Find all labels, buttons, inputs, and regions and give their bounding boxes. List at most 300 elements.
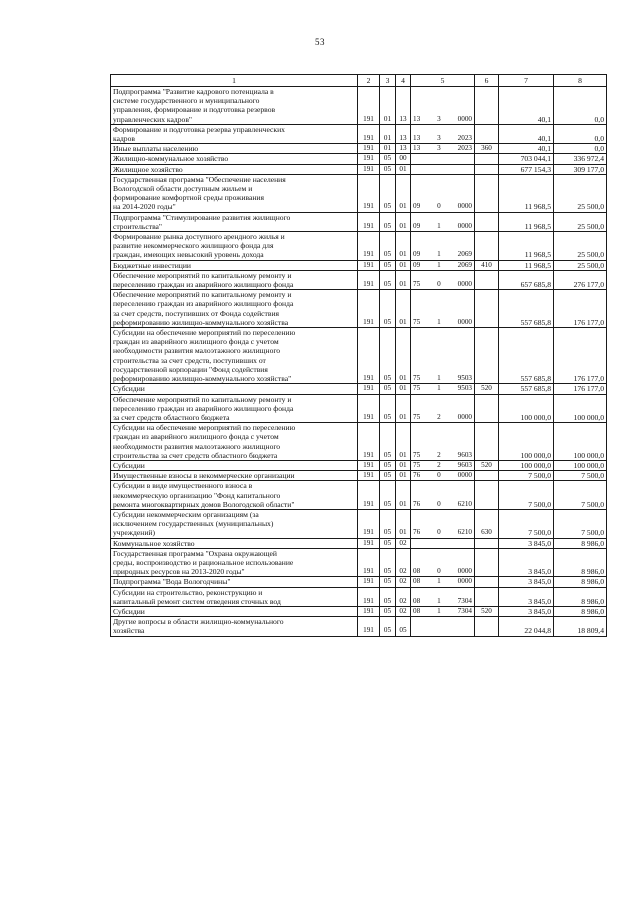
expense-type-cell: 630 bbox=[475, 509, 499, 538]
amount-2016-cell: 100 000,0 bbox=[554, 460, 607, 470]
table-row bbox=[111, 471, 607, 481]
amount-2016-cell: 176 177,0 bbox=[554, 290, 607, 328]
expense-type-cell bbox=[475, 290, 499, 328]
row-name-cell: Обеспечение мероприятий по капитальному ремонту и переселению граждан из аварийного жилищного фонда за счет средств областного бюджета bbox=[111, 394, 358, 423]
admin-code-cell: 191 bbox=[358, 328, 380, 384]
amount-2015-cell: 557 685,8 bbox=[499, 328, 554, 384]
subsection-code-cell: 01 bbox=[396, 460, 411, 470]
target-article-part: 0000 bbox=[457, 471, 472, 480]
subsection-code-cell: 01 bbox=[396, 232, 411, 261]
target-article-part: 13 bbox=[413, 114, 421, 123]
section-code-cell: 05 bbox=[380, 577, 396, 587]
row-name-cell: Субсидии bbox=[111, 460, 358, 470]
target-article-part: 3 bbox=[437, 134, 441, 143]
target-article-parts bbox=[411, 461, 474, 470]
subsection-code-cell: 01 bbox=[396, 174, 411, 212]
subsection-code-cell: 01 bbox=[396, 384, 411, 394]
target-article-part: 0000 bbox=[457, 114, 472, 123]
expense-type-cell bbox=[475, 154, 499, 164]
section-code-cell: 05 bbox=[380, 471, 396, 481]
target-article-parts bbox=[411, 202, 474, 211]
target-article-parts bbox=[411, 144, 474, 153]
amount-2015-cell: 100 000,0 bbox=[499, 460, 554, 470]
target-article-part: 0 bbox=[437, 499, 441, 508]
amount-2015-cell: 557 685,8 bbox=[499, 384, 554, 394]
target-article-part: 7304 bbox=[457, 606, 472, 615]
target-article-part: 2 bbox=[437, 460, 441, 469]
target-article-part: 0 bbox=[437, 528, 441, 537]
amount-2016-cell: 8 986,0 bbox=[554, 606, 607, 616]
target-article-cell bbox=[411, 509, 475, 538]
subsection-code-cell: 01 bbox=[396, 423, 411, 461]
amount-2016-cell: 176 177,0 bbox=[554, 384, 607, 394]
target-article-cell bbox=[411, 587, 475, 606]
header-cell: 8 bbox=[554, 75, 607, 87]
amount-2015-cell: 3 845,0 bbox=[499, 538, 554, 548]
row-name-cell: Формирование и подготовка резерва управленческих кадров bbox=[111, 124, 358, 143]
section-code-cell: 05 bbox=[380, 423, 396, 461]
target-article-part: 9503 bbox=[457, 384, 472, 393]
table-row bbox=[111, 154, 607, 164]
row-name-cell: Субсидии некоммерческим организациям (за исключением государственных (муниципальных) учреждений) bbox=[111, 509, 358, 538]
amount-2016-cell: 336 972,4 bbox=[554, 154, 607, 164]
target-article-parts bbox=[411, 567, 474, 576]
admin-code-cell: 191 bbox=[358, 174, 380, 212]
target-article-part: 0000 bbox=[457, 221, 472, 230]
subsection-code-cell: 00 bbox=[396, 154, 411, 164]
section-code-cell: 05 bbox=[380, 328, 396, 384]
table-row bbox=[111, 509, 607, 538]
target-article-part: 08 bbox=[413, 577, 421, 586]
table-row bbox=[111, 606, 607, 616]
target-article-part: 9503 bbox=[457, 374, 472, 383]
target-article-part: 09 bbox=[413, 250, 421, 259]
target-article-part: 13 bbox=[413, 144, 421, 153]
target-article-part: 1 bbox=[437, 606, 441, 615]
row-name-cell: Субсидии на строительство, реконструкцию и капитальный ремонт систем отведения сточных вод bbox=[111, 587, 358, 606]
target-article-part: 6210 bbox=[457, 499, 472, 508]
admin-code-cell: 191 bbox=[358, 144, 380, 154]
subsection-code-cell: 02 bbox=[396, 587, 411, 606]
amount-2015-cell: 100 000,0 bbox=[499, 423, 554, 461]
section-code-cell: 05 bbox=[380, 164, 396, 174]
target-article-parts bbox=[411, 528, 474, 537]
target-article-parts bbox=[411, 384, 474, 393]
expense-type-cell bbox=[475, 232, 499, 261]
target-article-parts bbox=[411, 318, 474, 327]
expense-type-cell bbox=[475, 212, 499, 231]
table-row bbox=[111, 270, 607, 289]
admin-code-cell: 191 bbox=[358, 606, 380, 616]
target-article-cell bbox=[411, 260, 475, 270]
row-name-cell: Субсидии на обеспечение мероприятий по переселению граждан из аварийного жилищного фонда с учетом необходимости развития малоэтажного жилищного строительства за счет средств областного бюджета bbox=[111, 423, 358, 461]
table-body bbox=[111, 75, 607, 637]
amount-2015-cell: 11 968,5 bbox=[499, 260, 554, 270]
target-article-parts bbox=[411, 374, 474, 383]
amount-2016-cell: 309 177,0 bbox=[554, 164, 607, 174]
expense-type-cell bbox=[475, 328, 499, 384]
expense-type-cell: 520 bbox=[475, 606, 499, 616]
target-article-cell bbox=[411, 270, 475, 289]
target-article-parts bbox=[411, 280, 474, 289]
target-article-cell bbox=[411, 87, 475, 125]
target-article-part: 0000 bbox=[457, 567, 472, 576]
expense-type-cell bbox=[475, 164, 499, 174]
header-cell: 2 bbox=[358, 75, 380, 87]
table-row bbox=[111, 144, 607, 154]
table-row bbox=[111, 394, 607, 423]
budget-table bbox=[110, 74, 607, 637]
subsection-code-cell: 13 bbox=[396, 144, 411, 154]
row-name-cell: Подпрограмма "Стимулирование развития жилищного строительства" bbox=[111, 212, 358, 231]
admin-code-cell: 191 bbox=[358, 617, 380, 636]
expense-type-cell bbox=[475, 423, 499, 461]
admin-code-cell: 191 bbox=[358, 423, 380, 461]
target-article-cell bbox=[411, 328, 475, 384]
section-code-cell: 05 bbox=[380, 290, 396, 328]
expense-type-cell bbox=[475, 270, 499, 289]
subsection-code-cell: 01 bbox=[396, 328, 411, 384]
section-code-cell: 05 bbox=[380, 384, 396, 394]
target-article-parts bbox=[411, 451, 474, 460]
row-name-cell: Жилищное хозяйство bbox=[111, 164, 358, 174]
table-row bbox=[111, 481, 607, 510]
subsection-code-cell: 01 bbox=[396, 509, 411, 538]
target-article-cell bbox=[411, 471, 475, 481]
table-row bbox=[111, 587, 607, 606]
amount-2016-cell: 100 000,0 bbox=[554, 394, 607, 423]
amount-2015-cell: 557 685,8 bbox=[499, 290, 554, 328]
amount-2016-cell: 8 986,0 bbox=[554, 548, 607, 577]
table-row bbox=[111, 577, 607, 587]
section-code-cell: 05 bbox=[380, 587, 396, 606]
target-article-parts bbox=[411, 222, 474, 231]
admin-code-cell: 191 bbox=[358, 481, 380, 510]
target-article-part: 09 bbox=[413, 260, 421, 269]
target-article-cell bbox=[411, 212, 475, 231]
section-code-cell: 05 bbox=[380, 538, 396, 548]
section-code-cell: 05 bbox=[380, 509, 396, 538]
target-article-part: 0000 bbox=[457, 280, 472, 289]
target-article-part: 9603 bbox=[457, 450, 472, 459]
row-name-cell: Иные выплаты населению bbox=[111, 144, 358, 154]
table-row bbox=[111, 87, 607, 125]
expense-type-cell bbox=[475, 394, 499, 423]
admin-code-cell: 191 bbox=[358, 460, 380, 470]
amount-2015-cell: 100 000,0 bbox=[499, 394, 554, 423]
table-row bbox=[111, 423, 607, 461]
admin-code-cell: 191 bbox=[358, 577, 380, 587]
row-name-cell: Обеспечение мероприятий по капитальному ремонту и переселению граждан из аварийного жилищного фонда bbox=[111, 270, 358, 289]
target-article-cell bbox=[411, 154, 475, 164]
admin-code-cell: 191 bbox=[358, 384, 380, 394]
target-article-parts bbox=[411, 577, 474, 586]
target-article-part: 0 bbox=[437, 567, 441, 576]
target-article-part: 7304 bbox=[457, 596, 472, 605]
target-article-cell bbox=[411, 384, 475, 394]
header-cell: 1 bbox=[111, 75, 358, 87]
target-article-part: 1 bbox=[437, 250, 441, 259]
target-article-part: 0000 bbox=[457, 577, 472, 586]
target-article-cell bbox=[411, 174, 475, 212]
admin-code-cell: 191 bbox=[358, 548, 380, 577]
admin-code-cell: 191 bbox=[358, 260, 380, 270]
subsection-code-cell: 02 bbox=[396, 577, 411, 587]
row-name-cell: Субсидии в виде имущественного взноса в некоммерческую организацию "Фонд капитального ремонта многоквартирных домов Вологодской области" bbox=[111, 481, 358, 510]
table-row bbox=[111, 232, 607, 261]
subsection-code-cell: 01 bbox=[396, 481, 411, 510]
target-article-part: 3 bbox=[437, 114, 441, 123]
row-name-cell: Другие вопросы в области жилищно-коммунального хозяйства bbox=[111, 617, 358, 636]
admin-code-cell: 191 bbox=[358, 154, 380, 164]
section-code-cell: 01 bbox=[380, 144, 396, 154]
target-article-part: 0000 bbox=[457, 317, 472, 326]
admin-code-cell: 191 bbox=[358, 87, 380, 125]
row-name-cell: Субсидии на обеспечение мероприятий по переселению граждан из аварийного жилищного фонда с учетом необходимости развития малоэтажного жилищного строительства за счет средств, поступивших от государственной корпорации "Фонд содействия реформированию жилищно-коммунального хозяйства" bbox=[111, 328, 358, 384]
amount-2015-cell: 11 968,5 bbox=[499, 232, 554, 261]
target-article-part: 2 bbox=[437, 450, 441, 459]
target-article-part: 2069 bbox=[457, 260, 472, 269]
amount-2016-cell: 18 809,4 bbox=[554, 617, 607, 636]
expense-type-cell bbox=[475, 577, 499, 587]
table-row bbox=[111, 164, 607, 174]
admin-code-cell: 191 bbox=[358, 509, 380, 538]
target-article-part: 75 bbox=[413, 280, 421, 289]
expense-type-cell bbox=[475, 471, 499, 481]
subsection-code-cell: 01 bbox=[396, 260, 411, 270]
section-code-cell: 05 bbox=[380, 270, 396, 289]
target-article-cell bbox=[411, 164, 475, 174]
amount-2016-cell: 25 500,0 bbox=[554, 212, 607, 231]
amount-2015-cell: 7 500,0 bbox=[499, 481, 554, 510]
target-article-cell bbox=[411, 144, 475, 154]
target-article-part: 75 bbox=[413, 317, 421, 326]
amount-2015-cell: 7 500,0 bbox=[499, 471, 554, 481]
target-article-cell bbox=[411, 548, 475, 577]
target-article-cell bbox=[411, 394, 475, 423]
table-row bbox=[111, 124, 607, 143]
target-article-cell bbox=[411, 290, 475, 328]
section-code-cell: 05 bbox=[380, 460, 396, 470]
section-code-cell: 05 bbox=[380, 232, 396, 261]
expense-type-cell: 520 bbox=[475, 460, 499, 470]
row-name-cell: Субсидии bbox=[111, 384, 358, 394]
section-code-cell: 05 bbox=[380, 548, 396, 577]
target-article-parts bbox=[411, 250, 474, 259]
section-code-cell: 05 bbox=[380, 154, 396, 164]
subsection-code-cell: 02 bbox=[396, 538, 411, 548]
target-article-part: 75 bbox=[413, 460, 421, 469]
amount-2015-cell: 40,1 bbox=[499, 87, 554, 125]
amount-2016-cell: 276 177,0 bbox=[554, 270, 607, 289]
expense-type-cell: 520 bbox=[475, 384, 499, 394]
amount-2015-cell: 11 968,5 bbox=[499, 174, 554, 212]
target-article-part: 0 bbox=[437, 471, 441, 480]
expense-type-cell: 410 bbox=[475, 260, 499, 270]
header-cell: 4 bbox=[396, 75, 411, 87]
target-article-part: 75 bbox=[413, 412, 421, 421]
row-name-cell: Коммунальное хозяйство bbox=[111, 538, 358, 548]
subsection-code-cell: 02 bbox=[396, 606, 411, 616]
table-row bbox=[111, 260, 607, 270]
row-name-cell: Имущественные взносы в некоммерческие организации bbox=[111, 471, 358, 481]
target-article-part: 75 bbox=[413, 450, 421, 459]
admin-code-cell: 191 bbox=[358, 587, 380, 606]
amount-2016-cell: 8 986,0 bbox=[554, 538, 607, 548]
expense-type-cell bbox=[475, 124, 499, 143]
target-article-cell bbox=[411, 606, 475, 616]
target-article-part: 1 bbox=[437, 596, 441, 605]
section-code-cell: 01 bbox=[380, 124, 396, 143]
section-code-cell: 05 bbox=[380, 212, 396, 231]
row-name-cell: Государственная программа "Охрана окружающей среды, воспроизводство и рациональное использование природных ресурсов на 2013-2020 годы" bbox=[111, 548, 358, 577]
admin-code-cell: 191 bbox=[358, 270, 380, 289]
target-article-cell bbox=[411, 124, 475, 143]
subsection-code-cell: 01 bbox=[396, 471, 411, 481]
target-article-part: 3 bbox=[437, 144, 441, 153]
amount-2016-cell: 25 500,0 bbox=[554, 232, 607, 261]
target-article-cell bbox=[411, 232, 475, 261]
section-code-cell: 05 bbox=[380, 617, 396, 636]
target-article-part: 76 bbox=[413, 499, 421, 508]
amount-2016-cell: 8 986,0 bbox=[554, 577, 607, 587]
row-name-cell: Бюджетные инвестиции bbox=[111, 260, 358, 270]
row-name-cell: Формирование рынка доступного арендного жилья и развитие некоммерческого жилищного фонда для граждан, имеющих невысокий уровень дохода bbox=[111, 232, 358, 261]
amount-2015-cell: 3 845,0 bbox=[499, 606, 554, 616]
row-name-cell: Подпрограмма "Развитие кадрового потенциала в системе государственного и муниципального управления, формирование и подготовка резервов управленческих кадров" bbox=[111, 87, 358, 125]
amount-2016-cell: 100 000,0 bbox=[554, 423, 607, 461]
header-row bbox=[111, 75, 607, 87]
target-article-cell bbox=[411, 538, 475, 548]
target-article-parts bbox=[411, 134, 474, 143]
amount-2016-cell: 7 500,0 bbox=[554, 481, 607, 510]
admin-code-cell: 191 bbox=[358, 164, 380, 174]
target-article-cell bbox=[411, 423, 475, 461]
amount-2015-cell: 3 845,0 bbox=[499, 587, 554, 606]
table-row bbox=[111, 538, 607, 548]
target-article-part: 75 bbox=[413, 384, 421, 393]
amount-2015-cell: 677 154,3 bbox=[499, 164, 554, 174]
subsection-code-cell: 01 bbox=[396, 290, 411, 328]
target-article-part: 13 bbox=[413, 134, 421, 143]
table-row bbox=[111, 548, 607, 577]
header-cell: 3 bbox=[380, 75, 396, 87]
target-article-parts bbox=[411, 607, 474, 616]
amount-2016-cell: 0,0 bbox=[554, 144, 607, 154]
admin-code-cell: 191 bbox=[358, 232, 380, 261]
target-article-part: 2023 bbox=[457, 134, 472, 143]
page-number: 53 bbox=[315, 37, 325, 47]
target-article-cell bbox=[411, 577, 475, 587]
amount-2016-cell: 25 500,0 bbox=[554, 174, 607, 212]
header-cell: 6 bbox=[475, 75, 499, 87]
subsection-code-cell: 01 bbox=[396, 270, 411, 289]
amount-2016-cell: 0,0 bbox=[554, 124, 607, 143]
expense-type-cell bbox=[475, 548, 499, 577]
amount-2016-cell: 0,0 bbox=[554, 87, 607, 125]
target-article-part: 2069 bbox=[457, 250, 472, 259]
target-article-part: 1 bbox=[437, 221, 441, 230]
table-row bbox=[111, 174, 607, 212]
row-name-cell: Государственная программа "Обеспечение населения Вологодской области доступным жильем и формирование комфортной среды проживания на 2014-2020 годы" bbox=[111, 174, 358, 212]
amount-2015-cell: 657 685,8 bbox=[499, 270, 554, 289]
row-name-cell: Субсидии bbox=[111, 606, 358, 616]
row-name-cell: Обеспечение мероприятий по капитальному ремонту и переселению граждан из аварийного жилищного фонда за счет средств, поступивших от Фонда содействия реформированию жилищно-коммунального хозяйства bbox=[111, 290, 358, 328]
admin-code-cell: 191 bbox=[358, 290, 380, 328]
amount-2016-cell: 7 500,0 bbox=[554, 471, 607, 481]
subsection-code-cell: 01 bbox=[396, 164, 411, 174]
target-article-part: 08 bbox=[413, 606, 421, 615]
amount-2016-cell: 176 177,0 bbox=[554, 328, 607, 384]
amount-2015-cell: 40,1 bbox=[499, 144, 554, 154]
admin-code-cell: 191 bbox=[358, 471, 380, 481]
target-article-part: 9603 bbox=[457, 460, 472, 469]
expense-type-cell bbox=[475, 587, 499, 606]
target-article-part: 08 bbox=[413, 596, 421, 605]
target-article-parts bbox=[411, 471, 474, 480]
target-article-part: 1 bbox=[437, 260, 441, 269]
subsection-code-cell: 05 bbox=[396, 617, 411, 636]
admin-code-cell: 191 bbox=[358, 124, 380, 143]
section-code-cell: 05 bbox=[380, 394, 396, 423]
amount-2016-cell: 8 986,0 bbox=[554, 587, 607, 606]
subsection-code-cell: 13 bbox=[396, 87, 411, 125]
amount-2015-cell: 22 044,8 bbox=[499, 617, 554, 636]
table-row bbox=[111, 460, 607, 470]
amount-2015-cell: 40,1 bbox=[499, 124, 554, 143]
target-article-part: 1 bbox=[437, 374, 441, 383]
target-article-part: 0 bbox=[437, 280, 441, 289]
target-article-parts bbox=[411, 597, 474, 606]
amount-2015-cell: 11 968,5 bbox=[499, 212, 554, 231]
target-article-part: 09 bbox=[413, 202, 421, 211]
target-article-part: 1 bbox=[437, 384, 441, 393]
target-article-part: 76 bbox=[413, 471, 421, 480]
target-article-part: 2 bbox=[437, 412, 441, 421]
target-article-parts bbox=[411, 115, 474, 124]
expense-type-cell bbox=[475, 538, 499, 548]
target-article-parts bbox=[411, 500, 474, 509]
target-article-parts bbox=[411, 413, 474, 422]
row-name-cell: Подпрограмма "Вода Вологодчины" bbox=[111, 577, 358, 587]
target-article-part: 75 bbox=[413, 374, 421, 383]
expense-type-cell bbox=[475, 617, 499, 636]
section-code-cell: 05 bbox=[380, 606, 396, 616]
target-article-part: 2023 bbox=[457, 144, 472, 153]
table-row bbox=[111, 212, 607, 231]
target-article-part: 1 bbox=[437, 317, 441, 326]
amount-2015-cell: 703 044,1 bbox=[499, 154, 554, 164]
admin-code-cell: 191 bbox=[358, 212, 380, 231]
section-code-cell: 05 bbox=[380, 260, 396, 270]
table-row bbox=[111, 328, 607, 384]
header-cell: 5 bbox=[411, 75, 475, 87]
expense-type-cell bbox=[475, 174, 499, 212]
expense-type-cell bbox=[475, 481, 499, 510]
subsection-code-cell: 13 bbox=[396, 124, 411, 143]
amount-2016-cell: 7 500,0 bbox=[554, 509, 607, 538]
subsection-code-cell: 02 bbox=[396, 548, 411, 577]
target-article-part: 0000 bbox=[457, 412, 472, 421]
target-article-part: 1 bbox=[437, 577, 441, 586]
target-article-part: 6210 bbox=[457, 528, 472, 537]
section-code-cell: 05 bbox=[380, 481, 396, 510]
table-row bbox=[111, 617, 607, 636]
target-article-part: 0000 bbox=[457, 202, 472, 211]
target-article-cell bbox=[411, 481, 475, 510]
amount-2015-cell: 3 845,0 bbox=[499, 548, 554, 577]
admin-code-cell: 191 bbox=[358, 394, 380, 423]
